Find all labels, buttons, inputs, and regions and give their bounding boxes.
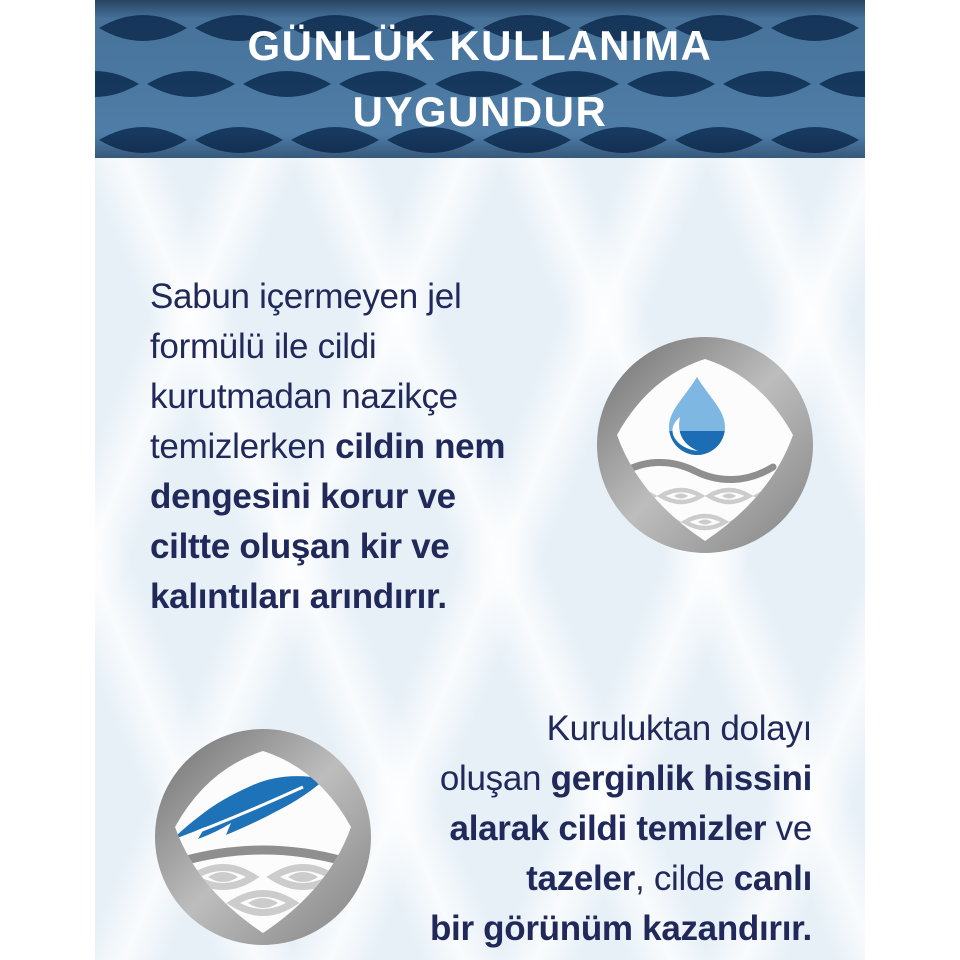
text-line: Sabun içermeyen jel [150,277,462,316]
text-line: Kuruluktan dolayı [546,709,812,748]
banner-title-line2: UYGUNDUR [352,88,608,135]
text-line: tazeler, cilde canlı [526,859,812,898]
water-drop-icon [595,335,815,555]
body-panel [95,158,865,960]
paragraph-moisture [150,272,505,622]
text-line: oluşan gerginlik hissini [439,759,812,798]
header-banner [95,0,865,158]
banner-title-line1: GÜNLÜK KULLANIMA [247,22,713,69]
text-line: dengesini korur ve [150,477,456,516]
paragraph-freshness [430,704,812,954]
text-line: formülü ile cildi [150,327,377,366]
text-line: ciltte oluşan kir ve [150,527,450,566]
text-line: bir görünüm kazandırır. [429,909,812,948]
text-line: temizlerken cildin nem [150,427,506,466]
banner-title [95,0,865,158]
feather-icon [153,727,373,947]
content-column [95,0,865,960]
text-line: kurutmadan nazikçe [150,377,458,416]
text-line: alarak cildi temizler ve [449,809,812,848]
text-line: kalıntıları arındırır. [150,577,447,616]
